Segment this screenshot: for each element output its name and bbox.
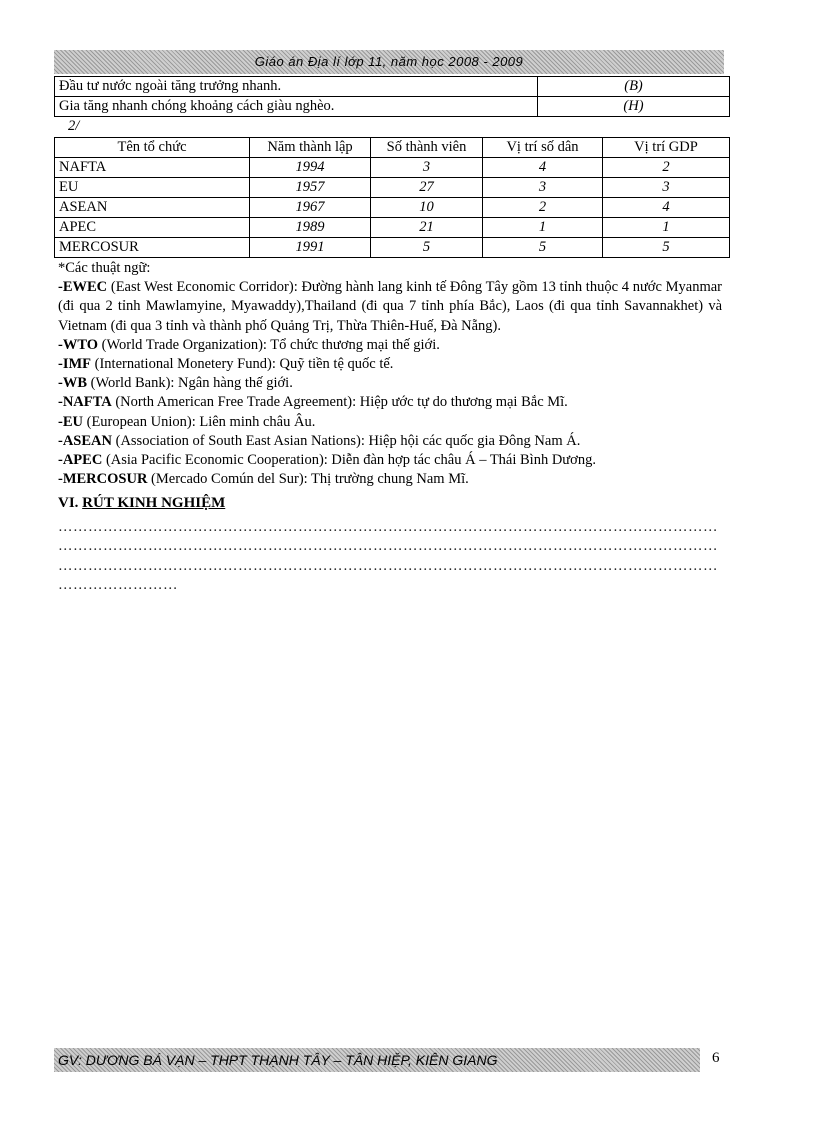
term-abbr: -WB (58, 375, 87, 392)
gdp-rank: 2 (603, 158, 730, 178)
column-header: Vị trí số dân (483, 138, 603, 158)
header-title: Giáo án Địa lí lớp 11, năm học 2008 - 2009 (254, 54, 524, 69)
gdp-rank: 5 (603, 238, 730, 258)
term-desc: (International Monetery Fund): Quỹ tiền tệ quốc tế. (91, 356, 394, 373)
answer-text: Đầu tư nước ngoài tăng trưởng nhanh. (55, 77, 538, 97)
column-header: Tên tổ chức (55, 138, 250, 158)
term-desc: (World Trade Organization): Tổ chức thương mại thế giới. (98, 336, 440, 353)
answer-code: (H) (538, 97, 730, 117)
term-desc: (North American Free Trade Agreement): Hiệp ước tự do thương mại Bắc Mĩ. (111, 394, 568, 411)
table-row (55, 238, 730, 258)
member-count: 5 (371, 238, 483, 258)
population-rank: 4 (483, 158, 603, 178)
table-row (55, 218, 730, 238)
notes-lines (58, 518, 722, 596)
table-row (55, 178, 730, 198)
glossary-item (58, 413, 722, 432)
population-rank: 2 (483, 198, 603, 218)
member-count: 21 (371, 218, 483, 238)
glossary-item (58, 374, 722, 393)
organizations-table (54, 137, 730, 258)
term-abbr: -IMF (58, 356, 92, 373)
term-desc: (East West Economic Corridor): Đường hành lang kinh tế Đông Tây gồm 13 tỉnh thuộc 4 nước Myanmar (đi qua 2 tỉnh Mawlamyine, Myawaddy),Thailand (đi qua 7 tỉnh phía Bắc), Laos (đi qua tỉnh Savannakhet) và Vietnam (đi qua 3 tỉnh và thành phố Quảng Trị, Thừa Thiên-Huế, Đà Nẵng). (58, 279, 722, 334)
org-name: ASEAN (55, 198, 250, 218)
member-count: 3 (371, 158, 483, 178)
dotted-line: …………………………………………………………………………………………………………………… (58, 519, 718, 535)
term-abbr: -WTO (58, 336, 99, 353)
org-name: NAFTA (55, 158, 250, 178)
table-row (55, 158, 730, 178)
term-desc: (European Union): Liên minh châu Âu. (82, 413, 316, 430)
table-header-row (55, 138, 730, 158)
answer-text: Gia tăng nhanh chóng khoảng cách giàu nghèo. (55, 97, 538, 117)
section-number: VI. (58, 495, 83, 511)
page-footer (54, 1048, 700, 1072)
gdp-rank: 1 (603, 218, 730, 238)
section-heading (58, 495, 225, 512)
term-abbr: -MERCOSUR (58, 471, 148, 488)
glossary-item (58, 336, 722, 355)
founded-year: 1957 (250, 178, 371, 198)
page-number: 6 (712, 1050, 720, 1066)
column-header: Năm thành lập (250, 138, 371, 158)
term-abbr: -APEC (58, 452, 103, 469)
column-header: Số thành viên (371, 138, 483, 158)
founded-year: 1989 (250, 218, 371, 238)
member-count: 27 (371, 178, 483, 198)
term-desc: (Mercado Común del Sur): Thị trường chung Nam Mĩ. (147, 471, 469, 488)
founded-year: 1991 (250, 238, 371, 258)
founded-year: 1967 (250, 198, 371, 218)
table-row (55, 97, 730, 117)
glossary-item (58, 432, 722, 451)
term-abbr: -EU (58, 413, 83, 430)
dotted-line: …………………………………………………………………………………………………………………… (58, 557, 718, 574)
glossary-item (58, 355, 722, 374)
dotted-line: …………………… (58, 577, 178, 594)
term-abbr: -EWEC (58, 279, 108, 296)
page-header (54, 50, 724, 74)
glossary (58, 259, 722, 489)
column-header: Vị trí GDP (603, 138, 730, 158)
term-abbr: -NAFTA (58, 394, 112, 411)
answer-code: (B) (538, 77, 730, 97)
glossary-item (58, 393, 722, 412)
gdp-rank: 4 (603, 198, 730, 218)
glossary-item (58, 278, 722, 336)
population-rank: 1 (483, 218, 603, 238)
glossary-item (58, 470, 722, 489)
footer-author: GV: DƯƠNG BÁ VẠN – THPT THẠNH TÂY – TÂN HIỆP, KIÊN GIANG (58, 1052, 498, 1068)
dotted-line: …………………………………………………………………………………………………………………… (58, 538, 718, 555)
question-number: 2/ (68, 118, 80, 134)
glossary-heading: *Các thuật ngữ: (58, 260, 151, 276)
population-rank: 5 (483, 238, 603, 258)
org-name: MERCOSUR (55, 238, 250, 258)
answer-table (54, 76, 730, 117)
term-desc: (World Bank): Ngân hàng thế giới. (87, 375, 293, 392)
member-count: 10 (371, 198, 483, 218)
population-rank: 3 (483, 178, 603, 198)
section-title: RÚT KINH NGHIỆM (82, 495, 226, 511)
term-abbr: -ASEAN (58, 432, 112, 449)
term-desc: (Asia Pacific Economic Cooperation): Diễn đàn hợp tác châu Á – Thái Bình Dương. (102, 452, 596, 469)
table-row (55, 198, 730, 218)
table-row (55, 77, 730, 97)
org-name: EU (55, 178, 250, 198)
term-desc: (Association of South East Asian Nations): Hiệp hội các quốc gia Đông Nam Á. (111, 432, 581, 449)
glossary-item (58, 451, 722, 470)
founded-year: 1994 (250, 158, 371, 178)
org-name: APEC (55, 218, 250, 238)
gdp-rank: 3 (603, 178, 730, 198)
